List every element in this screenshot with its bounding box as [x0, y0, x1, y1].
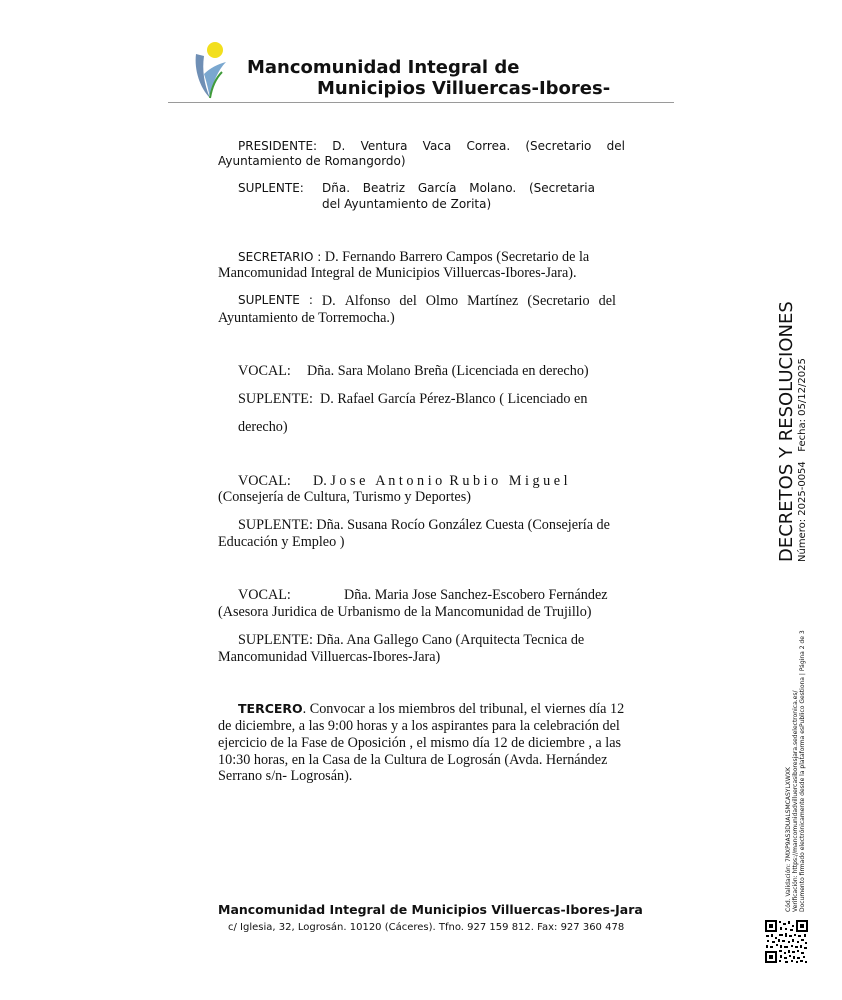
presidente-line1: PRESIDENTE: D. Ventura Vaca Correa. (Secretario del — [238, 139, 625, 153]
org-title-line1: Mancomunidad Integral de — [247, 57, 520, 78]
vocal3-name: Dña. Maria Jose Sanchez-Escobero Fernández — [344, 587, 608, 603]
suplente4-line2: Educación y Empleo ) — [218, 534, 345, 550]
tercero-line4: 10:30 horas, en la Casa de la Cultura de Logrosán (Avda. Hernández — [218, 752, 608, 768]
suplente2-line1: SUPLENTE : D. Alfonso del Olmo Martínez (Secretario del — [238, 293, 616, 309]
logo — [190, 40, 230, 100]
vocal1-label: VOCAL: — [238, 363, 291, 379]
suplente2-line2: Ayuntamiento de Torremocha.) — [218, 310, 395, 326]
qr-code — [764, 919, 809, 964]
tercero-label: TERCERO — [238, 701, 303, 716]
stamp-verification: Verificación: https://mancomunidadvilluercasiboresjara.sedelectronica.es/ — [792, 690, 799, 912]
vocal3-line2: (Asesora Juridica de Urbanismo de la Mancomunidad de Trujillo) — [218, 604, 592, 620]
stamp-meta: Número: 2025-0054 Fecha: 05/12/2025 — [797, 358, 808, 562]
stamp-validation: Cód. Validación: 7MXP9AS3DUALSMCASYLXWXK — [785, 767, 792, 912]
tercero-line5: Serrano s/n- Logrosán). — [218, 768, 353, 784]
vocal2-label: VOCAL: — [238, 473, 291, 489]
stamp-title: DECRETOS Y RESOLUCIONES — [776, 301, 797, 562]
secretario-line2: Mancomunidad Integral de Municipios Villuercas-Ibores-Jara). — [218, 265, 577, 281]
suplente5-line2: Mancomunidad Villuercas-Ibores-Jara) — [218, 649, 441, 665]
suplente1-line1: Dña. Beatriz García Molano. (Secretaria — [322, 181, 595, 195]
footer-address: c/ Iglesia, 32, Logrosán. 10120 (Cáceres). Tfno. 927 159 812. Fax: 927 360 478 — [228, 922, 625, 933]
header-divider — [168, 102, 674, 103]
tercero-line3: ejercicio de la Fase de Oposición , el mismo día 12 de diciembre , a las — [218, 735, 622, 751]
footer-org: Mancomunidad Integral de Municipios Villuercas-Ibores-Jara — [218, 902, 643, 917]
suplente5-line1: SUPLENTE: Dña. Ana Gallego Cano (Arquitecta Tecnica de — [238, 632, 585, 648]
stamp-signed: Documento firmado electrónicamente desde la plataforma esPublico Gestiona | Página 2 de 3 — [799, 630, 806, 912]
vocal2-line2: (Consejería de Cultura, Turismo y Deportes) — [218, 489, 471, 505]
tercero-line1: TERCERO. Convocar a los miembros del tribunal, el viernes día 12 — [238, 701, 625, 717]
suplente1-label: SUPLENTE: — [238, 181, 304, 195]
secretario-line1: SECRETARIO : D. Fernando Barrero Campos (Secretario de la — [238, 249, 590, 265]
vocal3-label: VOCAL: — [238, 587, 291, 603]
suplente1-line2: del Ayuntamiento de Zorita) — [322, 197, 492, 211]
suplente3-line2: derecho) — [238, 419, 288, 435]
suplente3-line1: SUPLENTE: D. Rafael García Pérez-Blanco ( Licenciado en — [238, 391, 588, 407]
qr-code-graphic — [764, 919, 809, 964]
tercero-line2: de diciembre, a las 9:00 horas y a los aspirantes para la celebración del — [218, 718, 620, 734]
presidente-line2: Ayuntamiento de Romangordo) — [218, 154, 406, 168]
vocal1-name: Dña. Sara Molano Breña (Licenciada en derecho) — [307, 363, 589, 379]
suplente4-line1: SUPLENTE: Dña. Susana Rocío González Cuesta (Consejería de — [238, 517, 610, 533]
vocal2-name: D. J o s e A n t o n i o R u b i o M i g u e l — [313, 473, 568, 489]
org-title-line2: Municipios Villuercas-Ibores- — [317, 78, 611, 99]
